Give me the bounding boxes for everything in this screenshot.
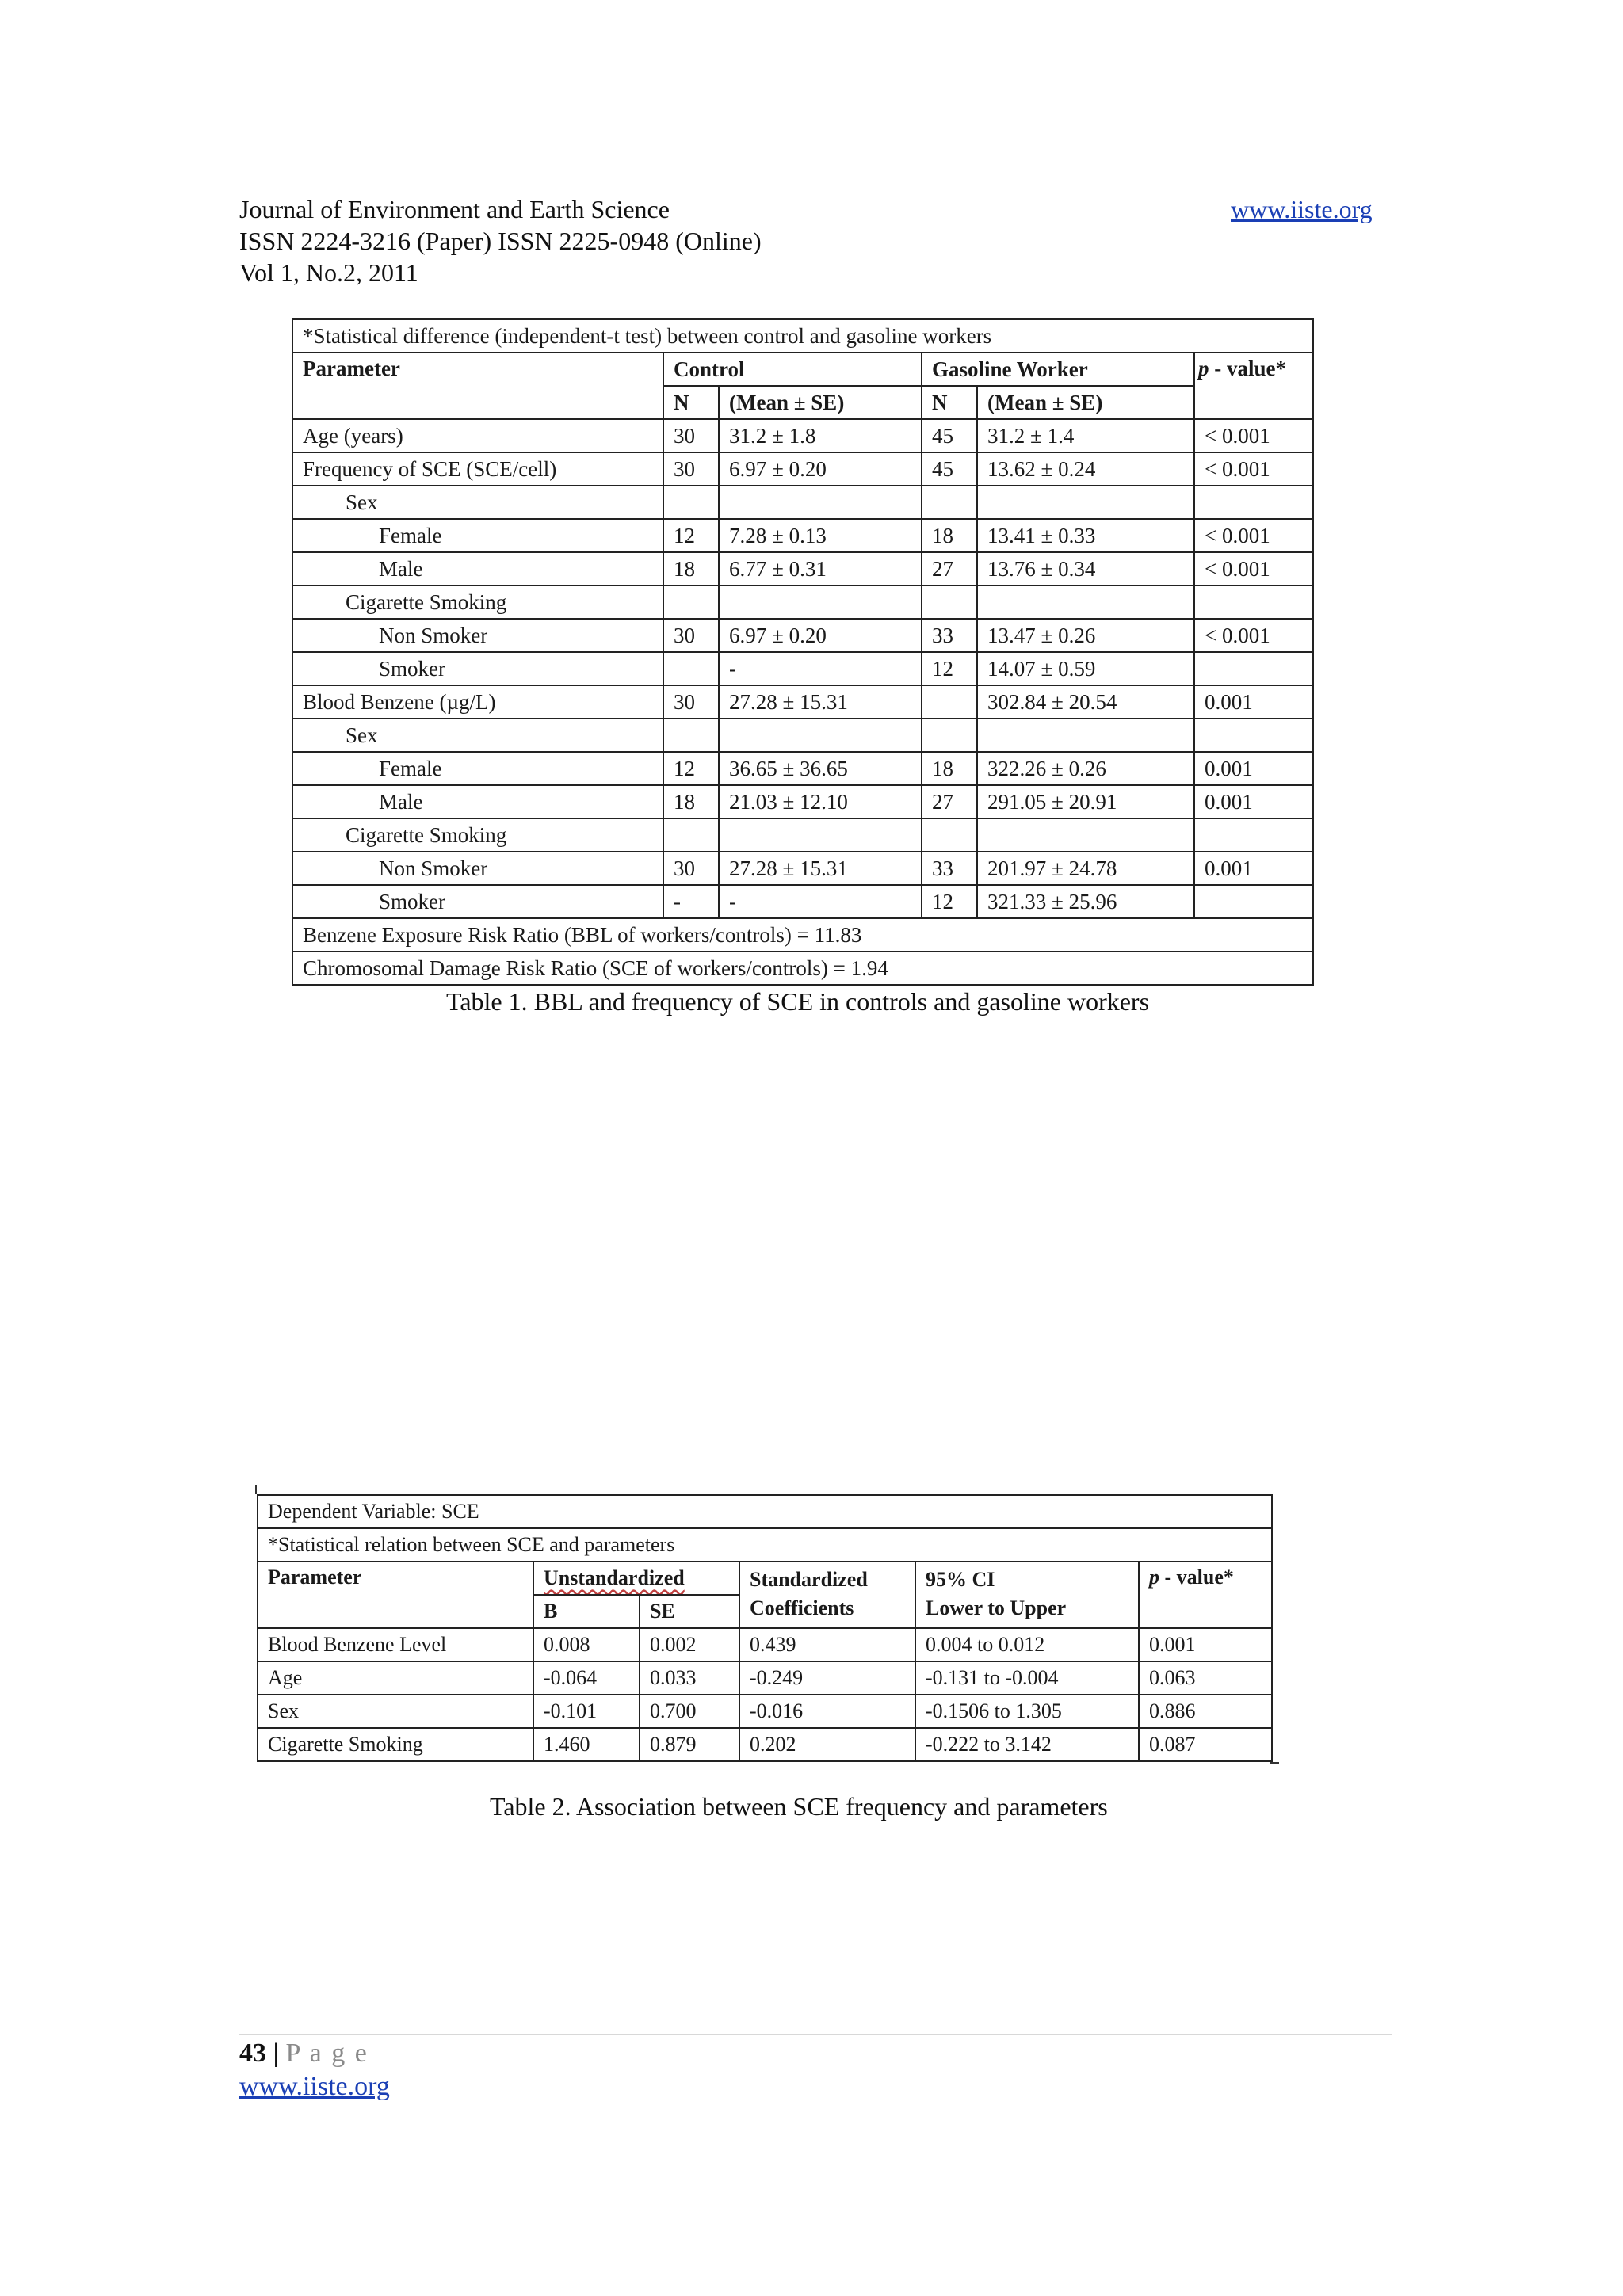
page-footer bbox=[239, 2038, 369, 2069]
table-row bbox=[292, 719, 1313, 752]
row-parameter: Sex bbox=[292, 486, 663, 519]
gasoline-mean bbox=[977, 486, 1194, 519]
p-value: 0.001 bbox=[1194, 785, 1313, 818]
p-value: 0.063 bbox=[1139, 1661, 1272, 1695]
gasoline-mean: 201.97 ± 24.78 bbox=[977, 852, 1194, 885]
table-2-caption: Table 2. Association between SCE frequency and parameters bbox=[490, 1792, 1108, 1821]
gasoline-n bbox=[922, 719, 977, 752]
gasoline-n: 18 bbox=[922, 519, 977, 552]
p-value: 0.001 bbox=[1194, 685, 1313, 719]
control-mean: - bbox=[719, 885, 922, 918]
gasoline-mean bbox=[977, 818, 1194, 852]
row-parameter: Male bbox=[292, 785, 663, 818]
p-value bbox=[1194, 818, 1313, 852]
row-parameter: Female bbox=[292, 752, 663, 785]
header-ci-line2: Lower to Upper bbox=[926, 1596, 1067, 1619]
ci-range: -0.222 to 3.142 bbox=[915, 1728, 1139, 1761]
page-separator: | bbox=[266, 2039, 286, 2068]
header-p-italic: p bbox=[1149, 1566, 1159, 1589]
header-unstandardized bbox=[533, 1562, 739, 1595]
control-mean bbox=[719, 719, 922, 752]
journal-website-link[interactable]: www.iiste.org bbox=[1231, 195, 1373, 223]
control-n: 30 bbox=[663, 419, 719, 452]
control-mean bbox=[719, 818, 922, 852]
header-gasoline-worker: Gasoline Worker bbox=[922, 353, 1194, 386]
header-p-rest: - value* bbox=[1209, 357, 1286, 380]
control-mean: 6.97 ± 0.20 bbox=[719, 452, 922, 486]
gasoline-mean: 14.07 ± 0.59 bbox=[977, 652, 1194, 685]
table-row bbox=[292, 818, 1313, 852]
control-mean: - bbox=[719, 652, 922, 685]
table-row bbox=[292, 752, 1313, 785]
row-parameter: Female bbox=[292, 519, 663, 552]
table-row bbox=[292, 452, 1313, 486]
subheader-b: B bbox=[533, 1595, 640, 1628]
control-n bbox=[663, 818, 719, 852]
control-mean: 36.65 ± 36.65 bbox=[719, 752, 922, 785]
gasoline-mean: 302.84 ± 20.54 bbox=[977, 685, 1194, 719]
table-row bbox=[292, 585, 1313, 619]
table-row bbox=[292, 619, 1313, 652]
control-mean bbox=[719, 486, 922, 519]
se-value: 0.002 bbox=[640, 1628, 739, 1661]
row-parameter: Age (years) bbox=[292, 419, 663, 452]
row-parameter: Smoker bbox=[292, 885, 663, 918]
p-value: 0.001 bbox=[1194, 852, 1313, 885]
row-parameter: Male bbox=[292, 552, 663, 585]
gasoline-mean: 291.05 ± 20.91 bbox=[977, 785, 1194, 818]
row-parameter: Sex bbox=[292, 719, 663, 752]
header-parameter: Parameter bbox=[258, 1562, 533, 1628]
p-value bbox=[1194, 585, 1313, 619]
gasoline-n bbox=[922, 486, 977, 519]
journal-title: Journal of Environment and Earth Science bbox=[239, 195, 670, 223]
p-value: < 0.001 bbox=[1194, 552, 1313, 585]
table-row bbox=[258, 1728, 1272, 1761]
header-parameter: Parameter bbox=[292, 353, 663, 419]
control-mean: 6.97 ± 0.20 bbox=[719, 619, 922, 652]
table-row bbox=[292, 519, 1313, 552]
header-std-line2: Coefficients bbox=[750, 1596, 854, 1619]
subheader-gasoline-mean: (Mean ± SE) bbox=[977, 386, 1194, 419]
header-p-italic: p bbox=[1198, 357, 1209, 380]
table-row bbox=[292, 785, 1313, 818]
p-value bbox=[1194, 719, 1313, 752]
subheader-control-mean: (Mean ± SE) bbox=[719, 386, 922, 419]
table-1-note-row bbox=[292, 319, 1313, 353]
se-value: 0.879 bbox=[640, 1728, 739, 1761]
gasoline-n: 18 bbox=[922, 752, 977, 785]
p-value: < 0.001 bbox=[1194, 419, 1313, 452]
gasoline-mean: 13.62 ± 0.24 bbox=[977, 452, 1194, 486]
chromosomal-risk-ratio: Chromosomal Damage Risk Ratio (SCE of workers/controls) = 1.94 bbox=[292, 952, 1313, 985]
table-2-note-row bbox=[258, 1528, 1272, 1562]
table-2-corner-mark bbox=[1270, 1762, 1279, 1764]
row-parameter: Blood Benzene Level bbox=[258, 1628, 533, 1661]
header-std-line1: Standardized bbox=[750, 1568, 868, 1591]
gasoline-n: 12 bbox=[922, 652, 977, 685]
p-value: 0.087 bbox=[1139, 1728, 1272, 1761]
control-n: 30 bbox=[663, 452, 719, 486]
std-coefficient: 0.202 bbox=[739, 1728, 915, 1761]
row-parameter: Age bbox=[258, 1661, 533, 1695]
se-value: 0.033 bbox=[640, 1661, 739, 1695]
p-value: 0.886 bbox=[1139, 1695, 1272, 1728]
std-coefficient: 0.439 bbox=[739, 1628, 915, 1661]
control-n bbox=[663, 585, 719, 619]
benzene-risk-ratio: Benzene Exposure Risk Ratio (BBL of workers/controls) = 11.83 bbox=[292, 918, 1313, 952]
header-p-value bbox=[1194, 353, 1313, 419]
gasoline-mean: 31.2 ± 1.4 bbox=[977, 419, 1194, 452]
se-value: 0.700 bbox=[640, 1695, 739, 1728]
table-2-header-row bbox=[258, 1562, 1272, 1595]
table-row bbox=[292, 852, 1313, 885]
p-value: 0.001 bbox=[1139, 1628, 1272, 1661]
row-parameter: Non Smoker bbox=[292, 619, 663, 652]
table-row bbox=[292, 552, 1313, 585]
ci-range: -0.131 to -0.004 bbox=[915, 1661, 1139, 1695]
table-2 bbox=[257, 1494, 1273, 1762]
page-number: 43 bbox=[239, 2039, 266, 2068]
control-mean: 31.2 ± 1.8 bbox=[719, 419, 922, 452]
table-row bbox=[292, 685, 1313, 719]
p-value bbox=[1194, 885, 1313, 918]
gasoline-n: 27 bbox=[922, 552, 977, 585]
table-row bbox=[258, 1695, 1272, 1728]
gasoline-mean: 13.47 ± 0.26 bbox=[977, 619, 1194, 652]
header-unstandardized-label: Unstandardized bbox=[544, 1566, 685, 1589]
table-2-dependent-row bbox=[258, 1495, 1272, 1528]
p-value: < 0.001 bbox=[1194, 519, 1313, 552]
table-1-note: *Statistical difference (independent-t test) between control and gasoline workers bbox=[292, 319, 1313, 353]
row-parameter: Non Smoker bbox=[292, 852, 663, 885]
table-row bbox=[292, 486, 1313, 519]
gasoline-n: 12 bbox=[922, 885, 977, 918]
header-standardized-coefficients bbox=[739, 1562, 915, 1628]
header-95-ci bbox=[915, 1562, 1139, 1628]
header-ci-line1: 95% CI bbox=[926, 1568, 995, 1591]
p-value: 0.001 bbox=[1194, 752, 1313, 785]
table-1-header-row bbox=[292, 353, 1313, 386]
gasoline-n: 33 bbox=[922, 619, 977, 652]
control-n: 18 bbox=[663, 552, 719, 585]
p-value: < 0.001 bbox=[1194, 619, 1313, 652]
control-n bbox=[663, 652, 719, 685]
gasoline-mean bbox=[977, 719, 1194, 752]
row-parameter: Blood Benzene (µg/L) bbox=[292, 685, 663, 719]
row-parameter: Cigarette Smoking bbox=[292, 818, 663, 852]
table-row bbox=[292, 885, 1313, 918]
b-value: -0.064 bbox=[533, 1661, 640, 1695]
row-parameter: Frequency of SCE (SCE/cell) bbox=[292, 452, 663, 486]
row-parameter: Sex bbox=[258, 1695, 533, 1728]
control-n: 18 bbox=[663, 785, 719, 818]
header-p-value bbox=[1139, 1562, 1272, 1628]
gasoline-n: 45 bbox=[922, 452, 977, 486]
row-parameter: Cigarette Smoking bbox=[258, 1728, 533, 1761]
control-mean: 21.03 ± 12.10 bbox=[719, 785, 922, 818]
table-1-caption: Table 1. BBL and frequency of SCE in controls and gasoline workers bbox=[446, 987, 1150, 1016]
dependent-variable: Dependent Variable: SCE bbox=[258, 1495, 1272, 1528]
gasoline-n bbox=[922, 685, 977, 719]
subheader-gasoline-n: N bbox=[922, 386, 977, 419]
table-row bbox=[292, 652, 1313, 685]
control-mean: 6.77 ± 0.31 bbox=[719, 552, 922, 585]
table-1-footer-row bbox=[292, 952, 1313, 985]
control-n: 12 bbox=[663, 752, 719, 785]
footer-divider bbox=[239, 2034, 1392, 2035]
table-row bbox=[258, 1628, 1272, 1661]
p-value: < 0.001 bbox=[1194, 452, 1313, 486]
std-coefficient: -0.016 bbox=[739, 1695, 915, 1728]
ci-range: 0.004 to 0.012 bbox=[915, 1628, 1139, 1661]
table-1 bbox=[292, 318, 1314, 986]
table-2-note: *Statistical relation between SCE and parameters bbox=[258, 1528, 1272, 1562]
table-2-corner-mark bbox=[255, 1485, 257, 1494]
gasoline-mean: 321.33 ± 25.96 bbox=[977, 885, 1194, 918]
control-n: 12 bbox=[663, 519, 719, 552]
control-mean: 27.28 ± 15.31 bbox=[719, 685, 922, 719]
control-n bbox=[663, 719, 719, 752]
gasoline-n bbox=[922, 585, 977, 619]
std-coefficient: -0.249 bbox=[739, 1661, 915, 1695]
control-n bbox=[663, 486, 719, 519]
issn-line: ISSN 2224-3216 (Paper) ISSN 2225-0948 (Online) bbox=[239, 227, 762, 255]
control-n: 30 bbox=[663, 619, 719, 652]
b-value: 0.008 bbox=[533, 1628, 640, 1661]
row-parameter: Cigarette Smoking bbox=[292, 585, 663, 619]
gasoline-mean bbox=[977, 585, 1194, 619]
ci-range: -0.1506 to 1.305 bbox=[915, 1695, 1139, 1728]
volume-line: Vol 1, No.2, 2011 bbox=[239, 258, 418, 287]
control-mean: 7.28 ± 0.13 bbox=[719, 519, 922, 552]
gasoline-mean: 13.76 ± 0.34 bbox=[977, 552, 1194, 585]
subheader-control-n: N bbox=[663, 386, 719, 419]
control-n: - bbox=[663, 885, 719, 918]
gasoline-n: 45 bbox=[922, 419, 977, 452]
p-value bbox=[1194, 652, 1313, 685]
gasoline-mean: 322.26 ± 0.26 bbox=[977, 752, 1194, 785]
row-parameter: Smoker bbox=[292, 652, 663, 685]
gasoline-n: 27 bbox=[922, 785, 977, 818]
footer-website-link[interactable]: www.iiste.org bbox=[239, 2072, 390, 2101]
table-row bbox=[292, 419, 1313, 452]
control-n: 30 bbox=[663, 685, 719, 719]
header-control: Control bbox=[663, 353, 922, 386]
gasoline-mean: 13.41 ± 0.33 bbox=[977, 519, 1194, 552]
control-n: 30 bbox=[663, 852, 719, 885]
gasoline-n bbox=[922, 818, 977, 852]
p-value bbox=[1194, 486, 1313, 519]
b-value: -0.101 bbox=[533, 1695, 640, 1728]
control-mean: 27.28 ± 15.31 bbox=[719, 852, 922, 885]
table-1-footer-row bbox=[292, 918, 1313, 952]
gasoline-n: 33 bbox=[922, 852, 977, 885]
control-mean bbox=[719, 585, 922, 619]
page-word: P a g e bbox=[285, 2039, 369, 2068]
header-p-rest: - value* bbox=[1159, 1566, 1234, 1589]
b-value: 1.460 bbox=[533, 1728, 640, 1761]
subheader-se: SE bbox=[640, 1595, 739, 1628]
table-row bbox=[258, 1661, 1272, 1695]
